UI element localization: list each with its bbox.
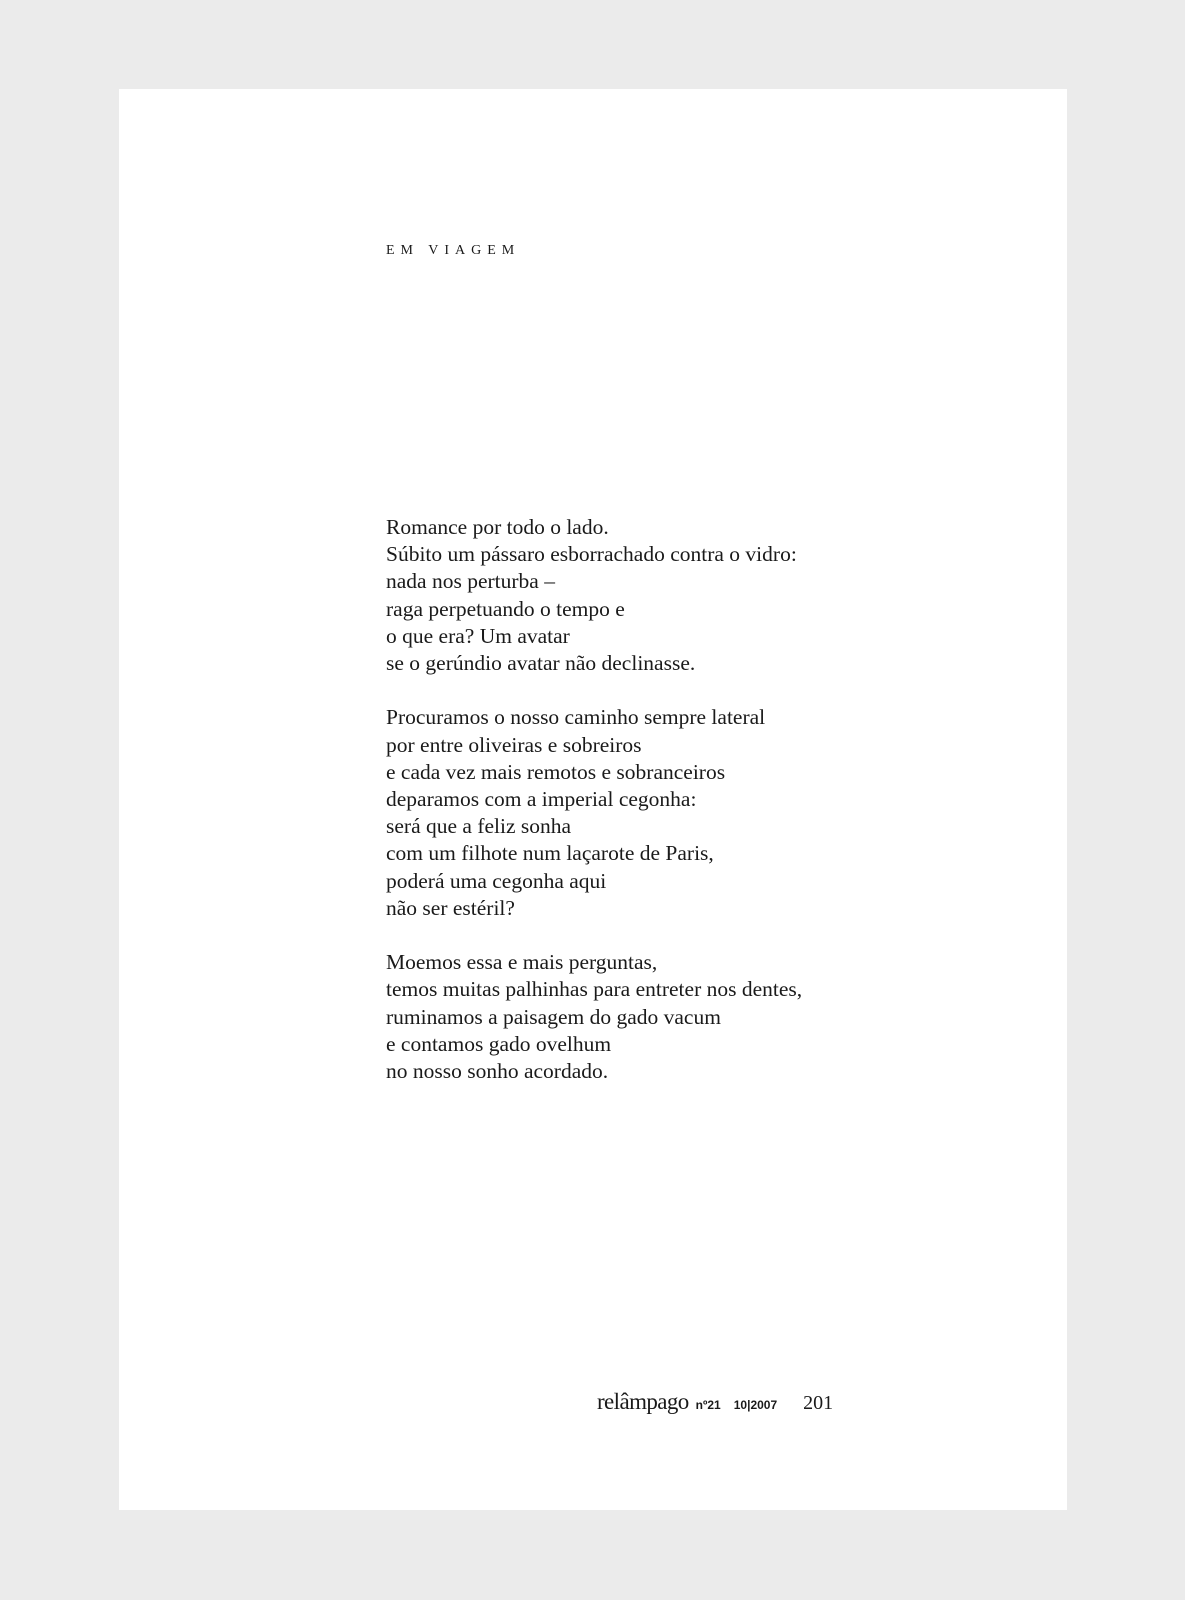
poem-line: e cada vez mais remotos e sobranceiros [386, 759, 726, 784]
poem-line: e contamos gado ovelhum [386, 1031, 612, 1056]
poem-line: no nosso sonho acordado. [386, 1059, 609, 1084]
poem-line: será que a feliz sonha [386, 814, 572, 839]
page [119, 89, 1067, 1510]
publication-name: relâmpago [597, 1389, 689, 1414]
poem-line: não ser estéril? [386, 895, 515, 920]
poem-line: se o gerúndio avatar não declinasse. [386, 651, 696, 676]
issue-number: nº21 [695, 1398, 721, 1412]
page-footer [597, 1389, 833, 1415]
poem-line: temos muitas palhinhas para entreter nos dentes, [386, 977, 803, 1002]
poem-line: raga perpetuando o tempo e [386, 596, 625, 621]
poem-line: deparamos com a imperial cegonha: [386, 787, 697, 812]
page-number: 201 [803, 1392, 834, 1414]
poem-line: o que era? Um avatar [386, 623, 570, 648]
section-title: EM VIAGEM [386, 243, 521, 258]
poem-line: nada nos perturba – [386, 569, 555, 594]
poem-line: Moemos essa e mais perguntas, [386, 950, 658, 975]
poem [386, 514, 946, 1085]
stanza-2 [386, 704, 946, 922]
poem-line: Súbito um pássaro esborrachado contra o vidro: [386, 542, 797, 567]
stanza-1 [386, 514, 946, 677]
stanza-3 [386, 949, 946, 1085]
poem-line: Romance por todo o lado. [386, 515, 609, 539]
poem-line: poderá uma cegonha aqui [386, 868, 607, 893]
poem-line: ruminamos a paisagem do gado vacum [386, 1004, 721, 1029]
poem-line: com um filhote num laçarote de Paris, [386, 841, 714, 866]
poem-line: Procuramos o nosso caminho sempre lateral [386, 705, 766, 730]
issue-date: 10|2007 [733, 1398, 778, 1412]
poem-line: por entre oliveiras e sobreiros [386, 732, 642, 757]
